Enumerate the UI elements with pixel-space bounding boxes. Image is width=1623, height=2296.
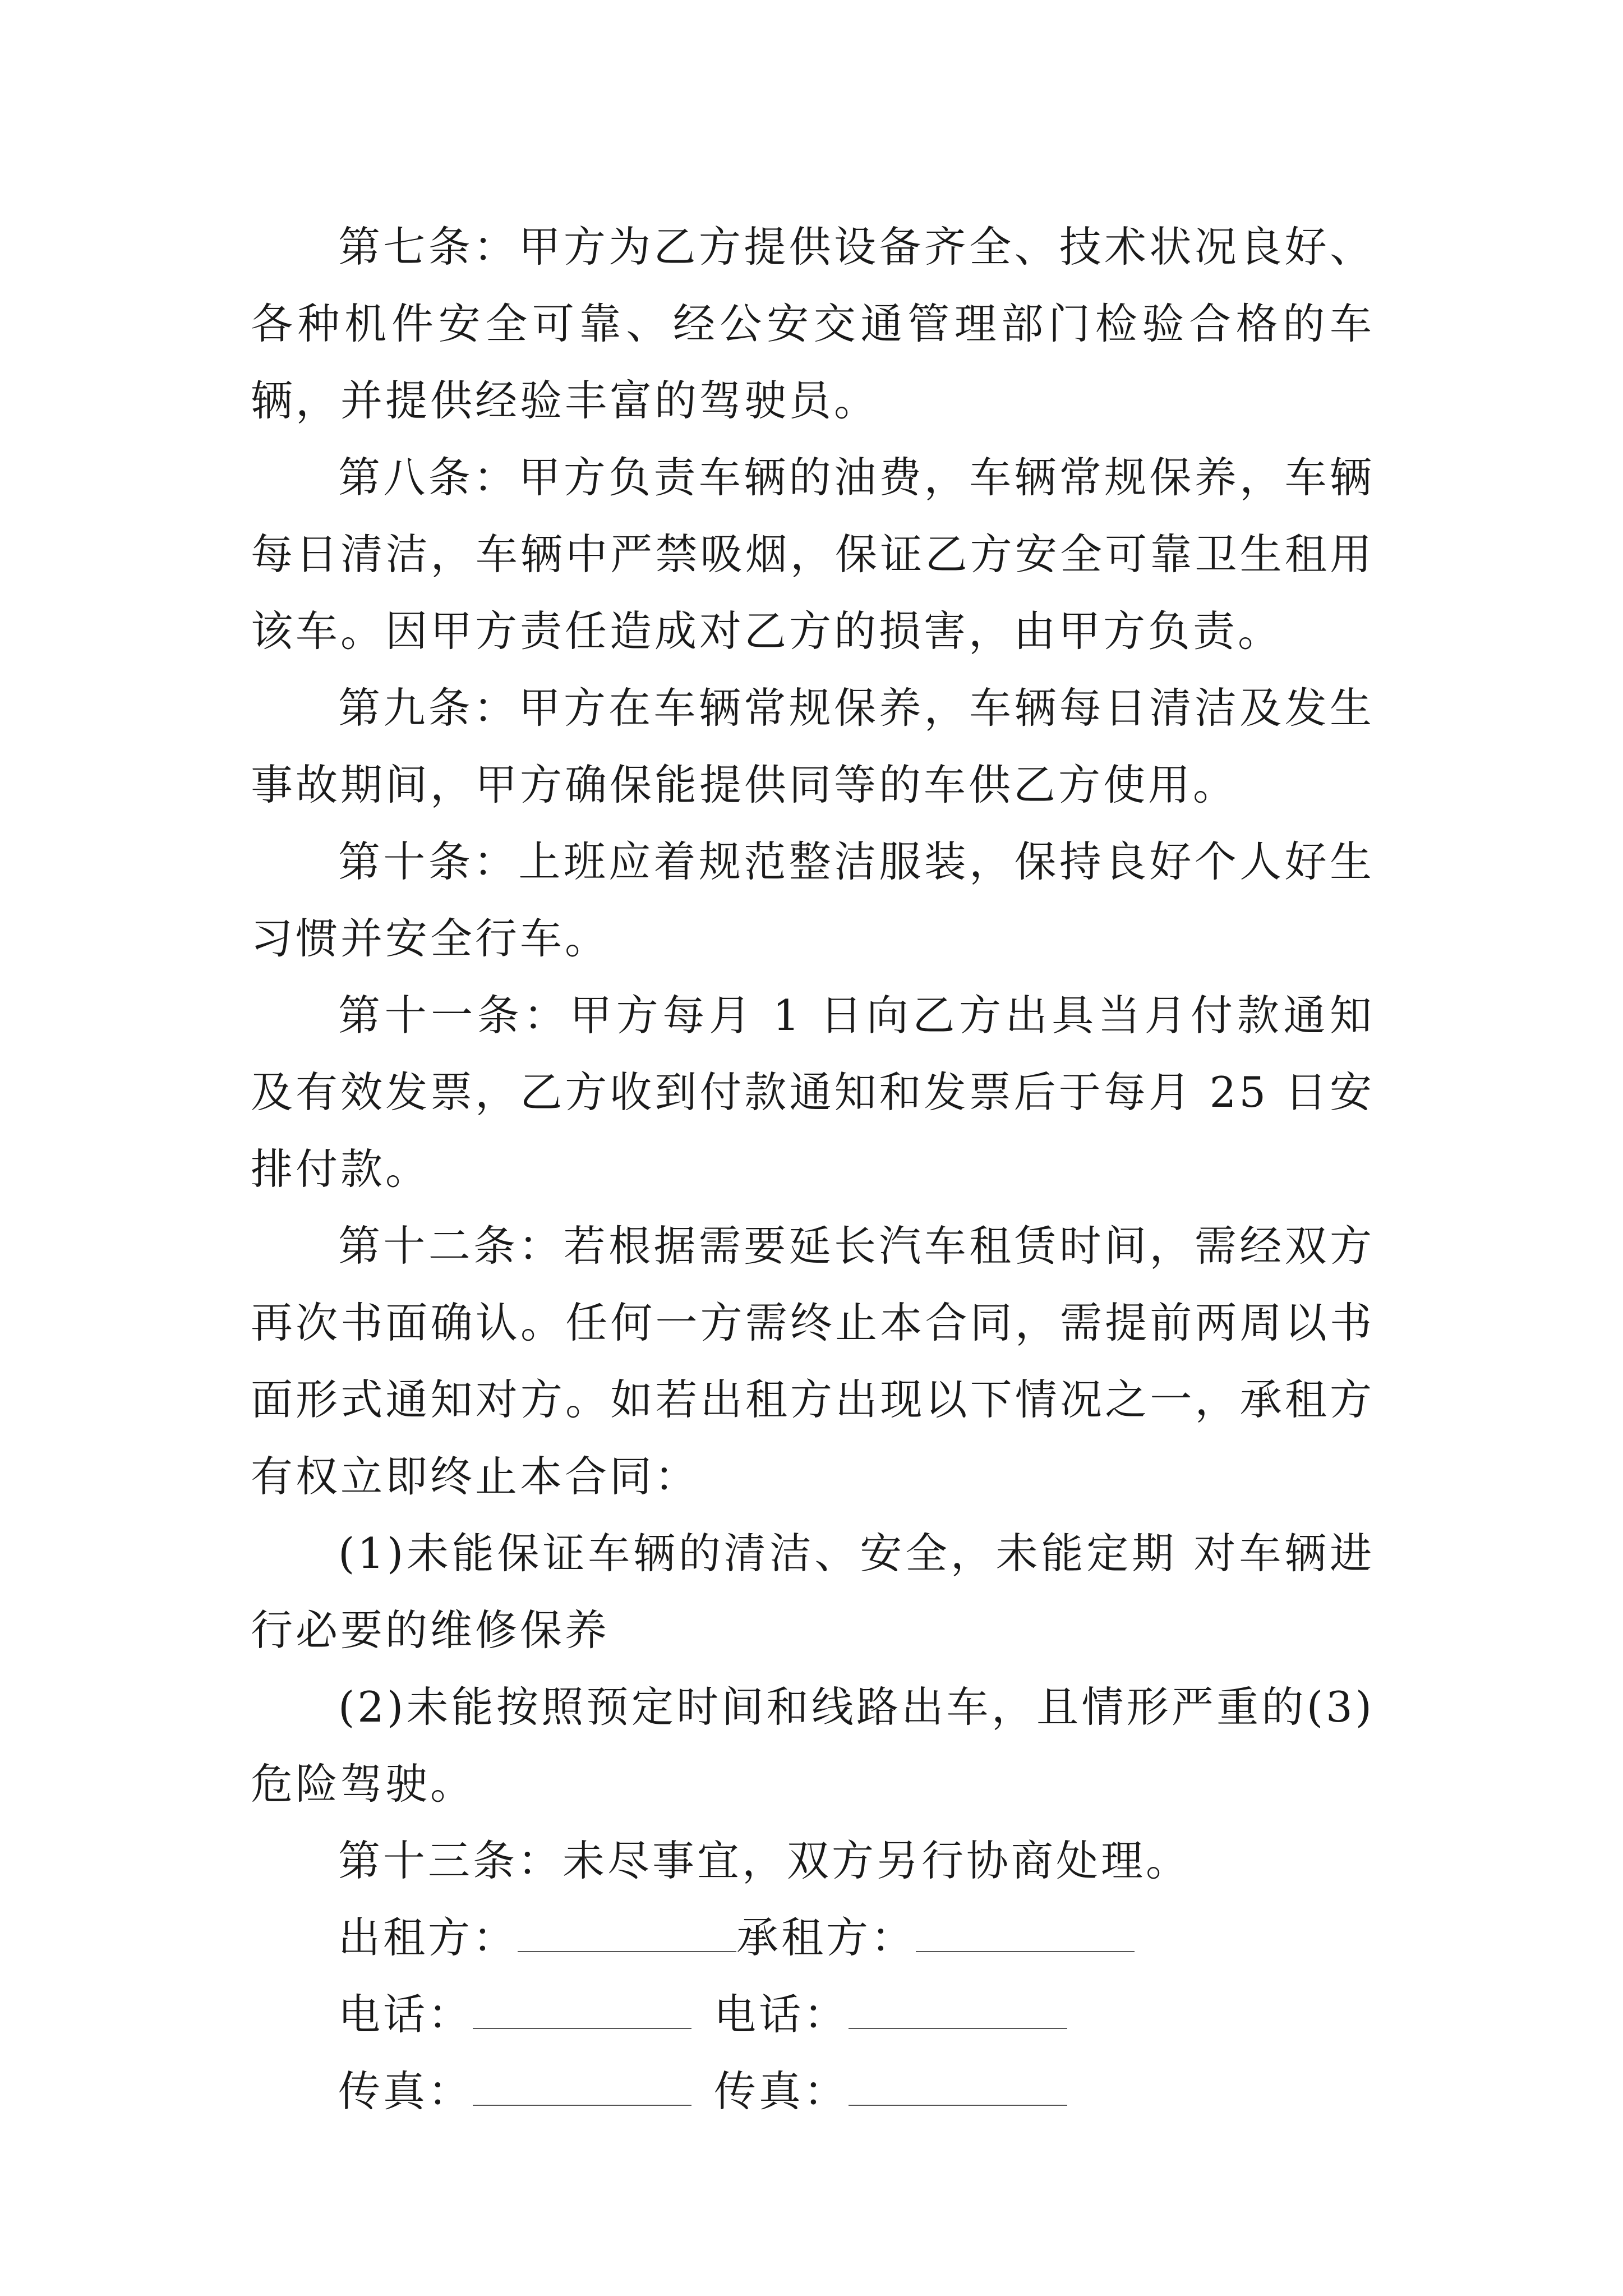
article-13: 第十三条：未尽事宜，双方另行协商处理。	[338, 1836, 1191, 1885]
fax-label-lessee: 传真：	[714, 2067, 849, 2116]
signature-parties-row	[251, 1899, 1375, 1976]
article-12-item-2-3: (2)未能按照预定时间和线路出车，且情形严重的(3)危险驾驶。	[251, 1682, 1375, 1809]
fax-blank-lessor[interactable]	[473, 2071, 691, 2106]
article-7: 第七条：甲方为乙方提供设备齐全、技术状况良好、各种机件安全可靠、经公安交通管理部门检验合格的车辆，并提供经验丰富的驾驶员。	[251, 222, 1375, 425]
article-12-item-1: (1)未能保证车辆的清洁、安全，未能定期 对车辆进行必要的维修保养	[251, 1529, 1375, 1655]
article-12: 第十二条：若根据需要延长汽车租赁时间，需经双方再次书面确认。任何一方需终止本合同，需提前两周以书面形式通知对方。如若出租方出现以下情况之一，承租方有权立即终止本合同：	[251, 1221, 1375, 1501]
article-10: 第十条：上班应着规范整洁服装，保持良好个人好生习惯并安全行车。	[251, 837, 1375, 963]
fax-blank-lessee[interactable]	[849, 2071, 1067, 2106]
lessor-label: 出租方：	[338, 1913, 518, 1962]
article-11: 第十一条：甲方每月 1 日向乙方出具当月付款通知及有效发票，乙方收到付款通知和发票后于每月 25 日安排付款。	[251, 991, 1375, 1194]
phone-blank-lessee[interactable]	[849, 1994, 1067, 2029]
contract-body	[251, 209, 1375, 2130]
article-9: 第九条：甲方在车辆常规保养，车辆每日清洁及发生事故期间，甲方确保能提供同等的车供乙方使用。	[251, 683, 1375, 809]
signature-fax-row	[251, 2053, 1375, 2130]
phone-blank-lessor[interactable]	[473, 1994, 691, 2029]
lessee-label: 承租方：	[736, 1913, 916, 1962]
phone-label-lessor: 电话：	[338, 1990, 473, 2039]
phone-label-lessee: 电话：	[714, 1990, 849, 2039]
signature-phone-row	[251, 1976, 1375, 2053]
article-8: 第八条：甲方负责车辆的油费，车辆常规保养，车辆每日清洁，车辆中严禁吸烟，保证乙方安全可靠卫生租用该车。因甲方责任造成对乙方的损害，由甲方负责。	[251, 453, 1375, 656]
lessor-blank[interactable]	[518, 1917, 736, 1952]
lessee-blank[interactable]	[916, 1917, 1135, 1952]
fax-label-lessor: 传真：	[338, 2067, 473, 2116]
